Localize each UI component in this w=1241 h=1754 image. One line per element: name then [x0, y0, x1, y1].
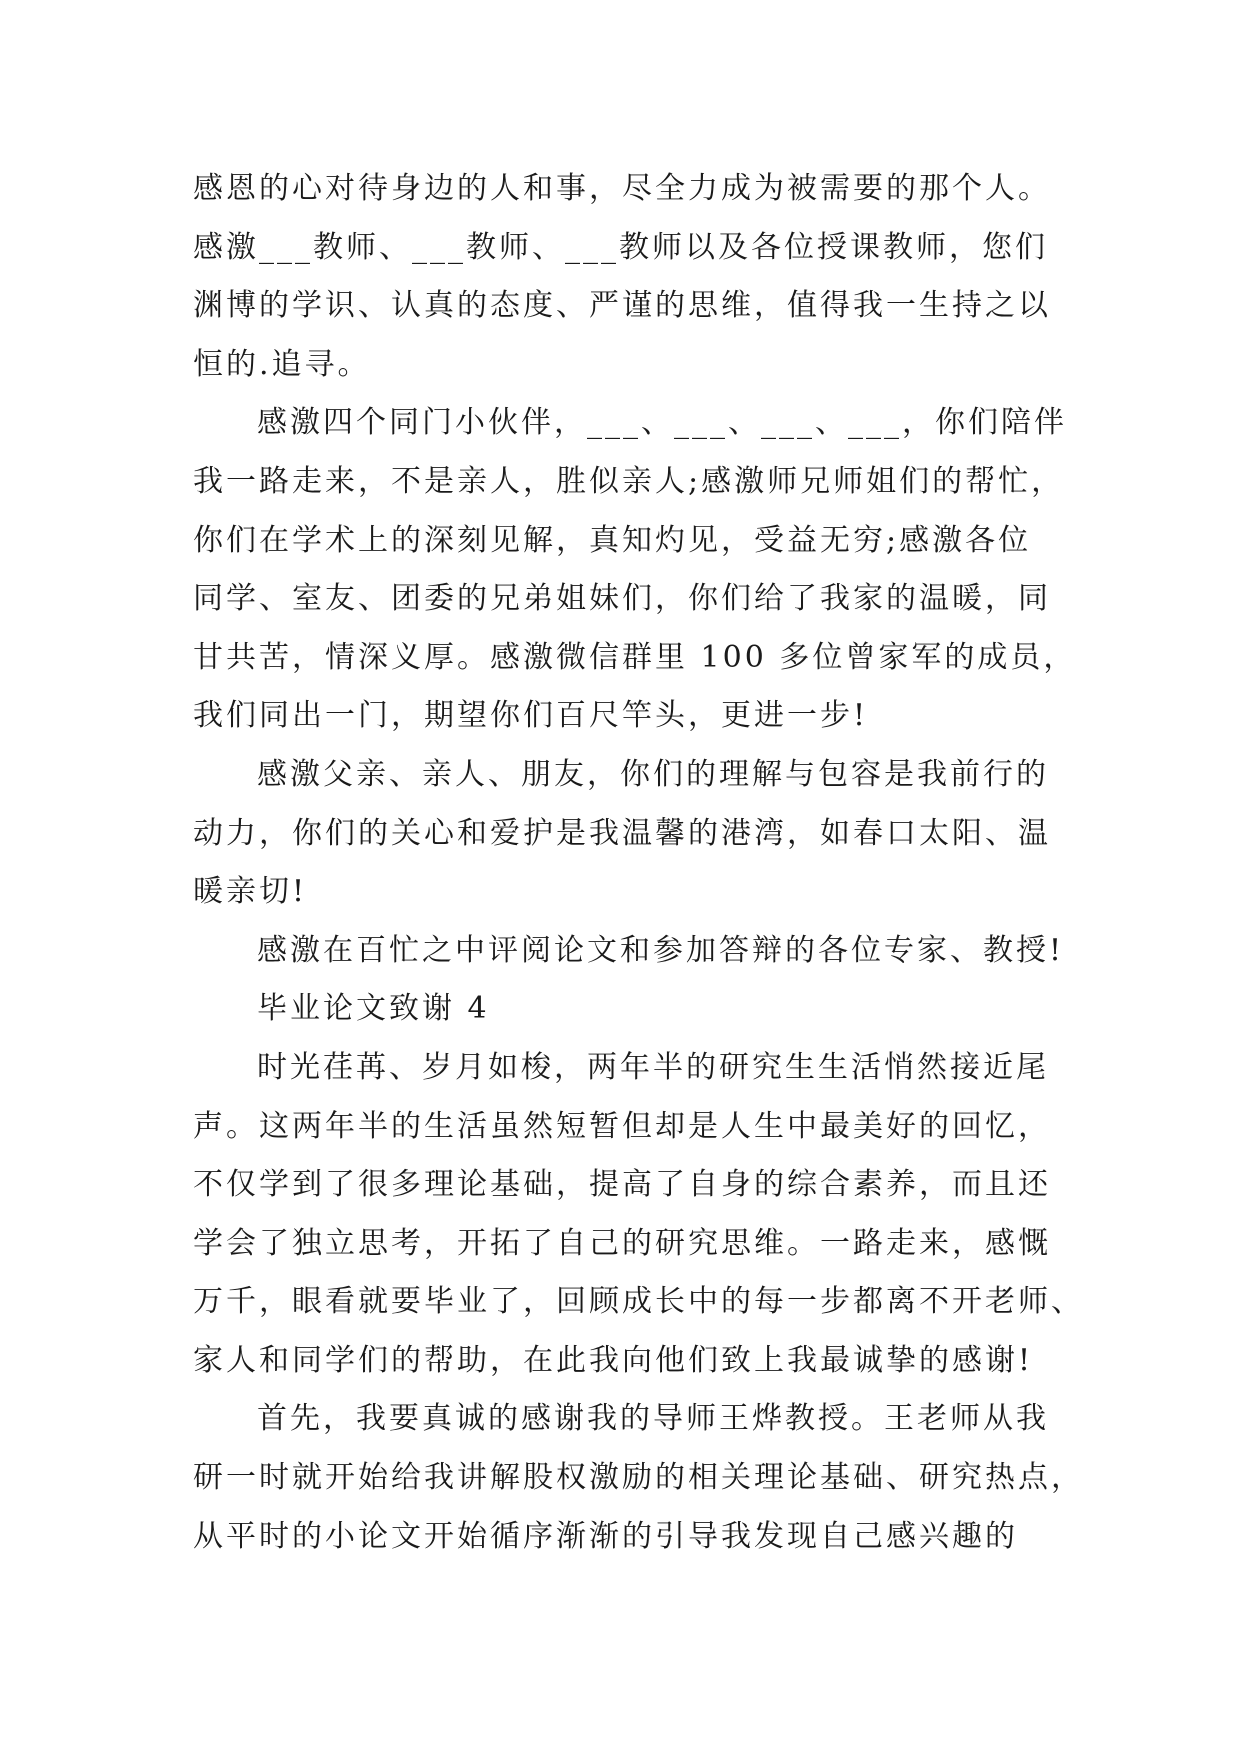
- text-line: 家人和同学们的帮助，在此我向他们致上我最诚挚的感谢!: [193, 1342, 1034, 1378]
- text-line: 感激四个同门小伙伴，___、___、___、___，你们陪伴: [257, 405, 1067, 441]
- text-line: 恒的.追寻。: [193, 346, 371, 382]
- text-line: 同学、室友、团委的兄弟姐妹们，你们给了我家的温暖，同: [193, 581, 1051, 617]
- text-line: 我们同出一门，期望你们百尺竿头，更进一步!: [193, 698, 869, 734]
- text-line: 感激___教师、___教师、___教师以及各位授课教师，您们: [193, 229, 1048, 265]
- text-line: 暖亲切!: [193, 874, 308, 910]
- text-line: 万千，眼看就要毕业了，回顾成长中的每一步都离不开老师、: [193, 1284, 1084, 1320]
- text-line: 研一时就开始给我讲解股权激励的相关理论基础、研究热点，: [193, 1460, 1084, 1496]
- text-line: 学会了独立思考，开拓了自己的研究思维。一路走来，感慨: [193, 1225, 1051, 1261]
- text-line: 时光荏苒、岁月如梭，两年半的研究生生活悄然接近尾: [257, 1049, 1049, 1085]
- text-line: 甘共苦，情深义厚。感激微信群里 100 多位曾家军的成员，: [193, 639, 1077, 675]
- text-line: 声。这两年半的生活虽然短暂但却是人生中最美好的回忆，: [193, 1108, 1051, 1144]
- text-line: 我一路走来，不是亲人，胜似亲人;感激师兄师姐们的帮忙，: [193, 463, 1065, 499]
- text-line: 首先，我要真诚的感谢我的导师王烨教授。王老师从我: [257, 1401, 1049, 1437]
- text-line: 不仅学到了很多理论基础，提高了自身的综合素养，而且还: [193, 1167, 1051, 1203]
- text-line: 你们在学术上的深刻见解，真知灼见，受益无穷;感激各位: [193, 522, 1032, 558]
- text-line: 从平时的小论文开始循序渐渐的引导我发现自己感兴趣的: [193, 1518, 1018, 1554]
- document-body: [193, 160, 1093, 1566]
- text-line: 毕业论文致谢 4: [257, 991, 490, 1027]
- text-line: 动力，你们的关心和爱护是我温馨的港湾，如春口太阳、温: [193, 815, 1051, 851]
- text-line: 渊博的学识、认真的态度、严谨的思维，值得我一生持之以: [193, 288, 1051, 324]
- text-line: 感恩的心对待身边的人和事，尽全力成为被需要的那个人。: [193, 171, 1051, 206]
- text-line: 感激父亲、亲人、朋友，你们的理解与包容是我前行的: [257, 756, 1049, 792]
- text-line: 感激在百忙之中评阅论文和参加答辩的各位专家、教授!: [257, 932, 1065, 968]
